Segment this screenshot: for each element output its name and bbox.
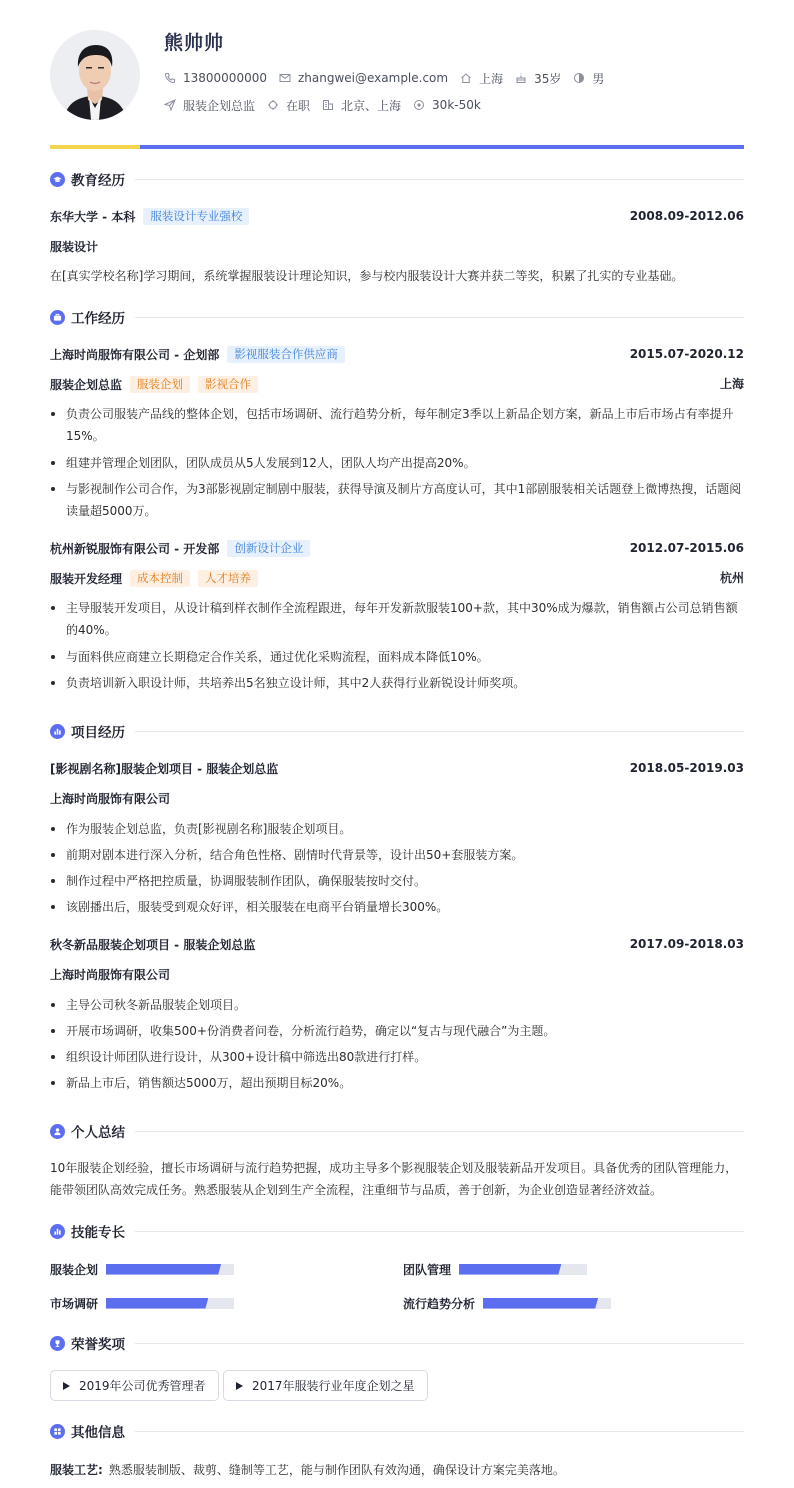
work-bullet: 与面料供应商建立长期稳定合作关系，通过优化采购流程，面料成本降低10%。 xyxy=(50,646,744,668)
skill-bar xyxy=(106,1264,234,1275)
work-position-row xyxy=(50,568,744,588)
award-badge xyxy=(223,1370,428,1401)
salary-icon xyxy=(413,99,425,111)
work-date: 2012.07-2015.06 xyxy=(629,541,744,555)
project-company: 上海时尚服饰有限公司 xyxy=(50,791,171,806)
play-icon xyxy=(63,1382,70,1390)
home-icon xyxy=(460,72,472,84)
work-entry-header xyxy=(50,538,744,558)
award-text: 2017年服装行业年度企划之星 xyxy=(252,1379,415,1393)
school-tag: 服装设计专业强校 xyxy=(143,208,249,225)
skill-bar-fill xyxy=(483,1298,598,1309)
status-item xyxy=(267,97,310,114)
send-icon xyxy=(164,99,176,111)
work-date: 2015.07-2020.12 xyxy=(629,347,744,361)
position-name: 服装企划总监 xyxy=(50,377,123,392)
section-title: 项目经历 xyxy=(71,725,125,741)
play-icon xyxy=(236,1382,243,1390)
project-company: 上海时尚服饰有限公司 xyxy=(50,967,171,982)
position-text: 服装企划总监 xyxy=(183,98,256,113)
work-bullet: 与影视制作公司合作，为3部影视剧定制剧中服装，获得导演及制片方高度认可，其中1部剧服装相关话题登上微博热搜，话题阅读量超5000万。 xyxy=(50,478,744,522)
other-info-label: 服装工艺: xyxy=(50,1462,103,1477)
project-bullet: 新品上市后，销售额达5000万，超出预期目标20%。 xyxy=(50,1072,744,1094)
age-item xyxy=(515,70,561,87)
section-title: 技能专长 xyxy=(71,1225,125,1241)
project-date: 2018.05-2019.03 xyxy=(629,761,744,775)
contact-row xyxy=(164,69,616,87)
school-name: 东华大学 - 本科 xyxy=(50,209,136,224)
education-date: 2008.09-2012.06 xyxy=(629,209,744,223)
target-city-item xyxy=(322,97,401,114)
project-entry-header xyxy=(50,934,744,954)
work-bullet: 主导服装开发项目，从设计稿到样衣制作全流程跟进，每年开发新款服装100+款，其中30%成为爆款，销售额占公司总销售额的40%。 xyxy=(50,597,744,641)
building-icon xyxy=(322,99,334,111)
company-tag: 创新设计企业 xyxy=(227,540,310,557)
project-bullet: 组织设计师团队进行设计，从300+设计稿中筛选出80款进行打样。 xyxy=(50,1046,744,1068)
phone-icon xyxy=(164,72,176,84)
project-name: [影视剧名称]服装企划项目 - 服装企划总监 xyxy=(50,761,279,776)
position-name: 服装开发经理 xyxy=(50,571,123,586)
avatar xyxy=(50,30,140,120)
project-company-row xyxy=(50,964,744,984)
graduation-cap-icon xyxy=(53,175,62,184)
gender-icon xyxy=(573,72,585,84)
other-section-header xyxy=(50,1421,744,1441)
skill-name: 服装企划 xyxy=(50,1262,99,1277)
skill-tag: 影视合作 xyxy=(198,376,258,393)
skill-bar-fill xyxy=(106,1298,208,1309)
project-company-row xyxy=(50,788,744,808)
education-section-header xyxy=(50,169,744,189)
other-info-row xyxy=(50,1459,744,1479)
skill-bar xyxy=(459,1264,587,1275)
candidate-name: 熊帅帅 xyxy=(164,32,225,54)
education-description: 在[真实学校名称]学习期间，系统掌握服装设计理论知识，参与校内服装设计大赛并获二等奖，积累了扎实的专业基础。 xyxy=(50,269,684,283)
skill-item xyxy=(403,1259,587,1279)
grid-icon xyxy=(53,1427,62,1436)
section-title: 个人总结 xyxy=(71,1125,125,1141)
intention-row xyxy=(164,96,493,114)
city-item xyxy=(460,70,503,87)
section-title: 其他信息 xyxy=(71,1425,125,1441)
section-title: 教育经历 xyxy=(71,173,125,189)
skill-bar-fill xyxy=(459,1264,561,1275)
work-section-header xyxy=(50,307,744,327)
project-date: 2017.09-2018.03 xyxy=(629,937,744,951)
trophy-icon xyxy=(53,1339,62,1348)
work-location: 杭州 xyxy=(719,571,744,585)
section-title: 工作经历 xyxy=(71,311,125,327)
skill-bar xyxy=(106,1298,234,1309)
project-entry-header xyxy=(50,758,744,778)
skill-item xyxy=(403,1293,611,1313)
work-entry-header xyxy=(50,344,744,364)
salary-item xyxy=(413,98,481,112)
education-major-row xyxy=(50,236,744,256)
other-info-text: 熟悉服装制版、裁剪、缝制等工艺，能与制作团队有效沟通，确保设计方案完美落地。 xyxy=(108,1462,565,1477)
work-position-row xyxy=(50,374,744,394)
gender-item xyxy=(573,70,604,87)
award-text: 2019年公司优秀管理者 xyxy=(79,1379,206,1393)
company-name: 杭州新锐服饰有限公司 - 开发部 xyxy=(50,541,220,556)
project-bullet: 主导公司秋冬新品服装企划项目。 xyxy=(50,994,744,1016)
project-bullet: 开展市场调研，收集500+份消费者问卷，分析流行趋势，确定以“复古与现代融合”为主题。 xyxy=(50,1020,744,1042)
skill-bar xyxy=(483,1298,611,1309)
cake-icon xyxy=(515,72,527,84)
user-icon xyxy=(53,1127,62,1136)
work-bullet: 负责培训新入职设计师，共培养出5名独立设计师，其中2人获得行业新锐设计师奖项。 xyxy=(50,672,744,694)
education-entry-header xyxy=(50,206,744,226)
work-bullet: 负责公司服装产品线的整体企划，包括市场调研、流行趋势分析，每年制定3季以上新品企划方案，新品上市后市场占有率提升15%。 xyxy=(50,403,744,447)
summary-section-header xyxy=(50,1121,744,1141)
email-item xyxy=(279,71,448,85)
skill-tag: 人才培养 xyxy=(198,570,258,587)
phone-text: 13800000000 xyxy=(183,71,267,85)
skill-bar-fill xyxy=(106,1264,221,1275)
bar-chart-icon xyxy=(53,1227,62,1236)
major-name: 服装设计 xyxy=(50,239,99,254)
project-name: 秋冬新品服装企划项目 - 服装企划总监 xyxy=(50,937,256,952)
city-text: 上海 xyxy=(479,71,504,86)
project-bullet: 作为服装企划总监，负责[影视剧名称]服装企划项目。 xyxy=(50,818,744,840)
section-title: 荣誉奖项 xyxy=(71,1337,125,1353)
project-bullet: 制作过程中严格把控质量，协调服装制作团队，确保服装按时交付。 xyxy=(50,870,744,892)
skill-tag: 服装企划 xyxy=(130,376,190,393)
project-bullet: 前期对剧本进行深入分析，结合角色性格、剧情时代背景等，设计出50+套服装方案。 xyxy=(50,844,744,866)
award-badge xyxy=(50,1370,219,1401)
company-tag: 影视服装合作供应商 xyxy=(227,346,345,363)
briefcase-icon xyxy=(53,313,62,322)
position-item xyxy=(164,97,255,114)
project-bullet: 该剧播出后，服装受到观众好评，相关服装在电商平台销量增长300%。 xyxy=(50,896,744,918)
skill-name: 流行趋势分析 xyxy=(403,1296,476,1311)
target-city-text: 北京、上海 xyxy=(341,98,402,113)
skill-name: 市场调研 xyxy=(50,1296,99,1311)
skill-tag: 成本控制 xyxy=(130,570,190,587)
summary-text: 10年服装企划经验，擅长市场调研与流行趋势把握，成功主导多个影视服装企划及服装新品开发项目。具备优秀的团队管理能力，能带领团队高效完成任务。熟悉服装从企划到生产全流程，注重细节与品质，善于创新，为企业创造显著经济效益。 xyxy=(50,1161,738,1197)
phone-item xyxy=(164,71,267,85)
salary-text: 30k-50k xyxy=(432,98,481,112)
resume-header xyxy=(50,28,744,124)
awards-section-header xyxy=(50,1333,744,1353)
company-name: 上海时尚服饰有限公司 - 企划部 xyxy=(50,347,220,362)
skill-item xyxy=(50,1293,234,1313)
status-text: 在职 xyxy=(286,98,311,113)
gender-text: 男 xyxy=(592,71,605,86)
skill-name: 团队管理 xyxy=(403,1262,452,1277)
work-location: 上海 xyxy=(719,377,744,391)
status-icon xyxy=(267,99,279,111)
age-text: 35岁 xyxy=(534,71,562,86)
email-text: zhangwei@example.com xyxy=(297,71,449,85)
skill-item xyxy=(50,1259,234,1279)
header-divider-bar xyxy=(50,145,744,149)
work-bullet: 组建并管理企划团队，团队成员从5人发展到12人，团队人均产出提高20%。 xyxy=(50,452,744,474)
mail-icon xyxy=(279,72,291,84)
bar-chart-icon xyxy=(53,727,62,736)
skills-section-header xyxy=(50,1221,744,1241)
projects-section-header xyxy=(50,721,744,741)
